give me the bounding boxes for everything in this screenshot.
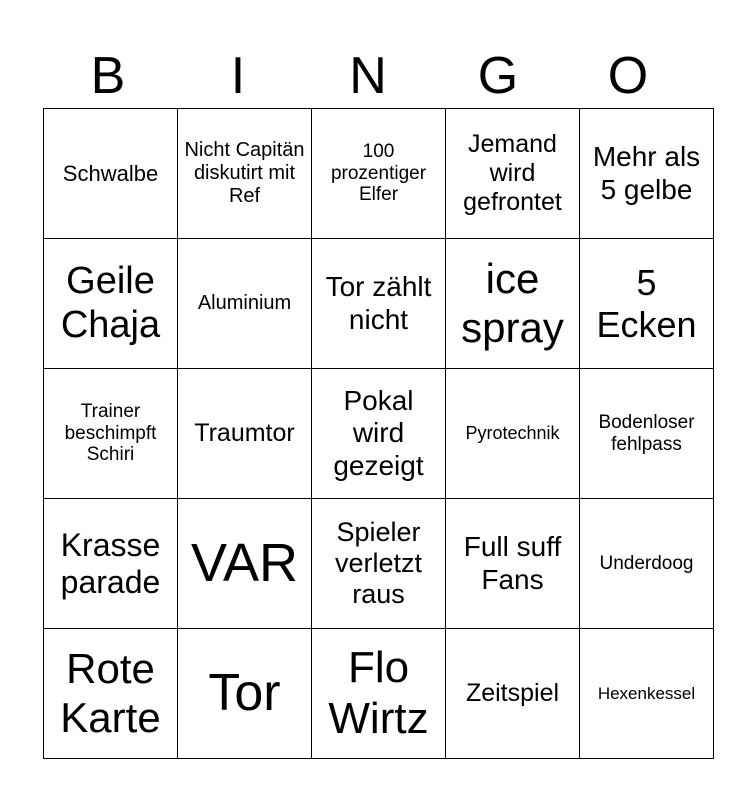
header-letter-i: I xyxy=(230,47,246,105)
bingo-grid xyxy=(43,108,714,759)
bingo-cell[interactable]: Krasse parade xyxy=(44,499,178,629)
bingo-cell[interactable]: Schwalbe xyxy=(44,109,178,239)
grid-row xyxy=(44,239,714,369)
bingo-cell[interactable]: Trainer beschimpft Schiri xyxy=(44,369,178,499)
bingo-cell[interactable]: Traumtor xyxy=(178,369,312,499)
bingo-cell[interactable]: Pyrotechnik xyxy=(446,369,580,499)
header-letter-g: G xyxy=(477,47,519,105)
bingo-cell[interactable]: Jemand wird gefrontet xyxy=(446,109,580,239)
bingo-cell[interactable]: VAR xyxy=(178,499,312,629)
grid-row xyxy=(44,499,714,629)
header-letter-o: O xyxy=(607,47,649,105)
bingo-cell[interactable]: Underdoog xyxy=(580,499,714,629)
bingo-cell[interactable]: Full suff Fans xyxy=(446,499,580,629)
bingo-cell[interactable]: Geile Chaja xyxy=(44,239,178,369)
bingo-cell[interactable]: Zeitspiel xyxy=(446,629,580,759)
bingo-cell[interactable]: Pokal wird gezeigt xyxy=(312,369,446,499)
bingo-cell[interactable]: Mehr als 5 gelbe xyxy=(580,109,714,239)
grid-row xyxy=(44,629,714,759)
bingo-cell[interactable]: Rote Karte xyxy=(44,629,178,759)
bingo-cell[interactable]: Aluminium xyxy=(178,239,312,369)
bingo-cell[interactable]: ice spray xyxy=(446,239,580,369)
bingo-cell[interactable]: Spieler verletzt raus xyxy=(312,499,446,629)
bingo-cell[interactable]: Bodenloser fehlpass xyxy=(580,369,714,499)
bingo-cell[interactable]: Flo Wirtz xyxy=(312,629,446,759)
bingo-cell[interactable]: Nicht Capitän diskutirt mit Ref xyxy=(178,109,312,239)
bingo-cell[interactable]: 100 prozentiger Elfer xyxy=(312,109,446,239)
grid-row xyxy=(44,109,714,239)
bingo-cell[interactable]: 5 Ecken xyxy=(580,239,714,369)
bingo-cell[interactable]: Hexenkessel xyxy=(580,629,714,759)
grid-row xyxy=(44,369,714,499)
bingo-cell[interactable]: Tor xyxy=(178,629,312,759)
bingo-cell[interactable]: Tor zählt nicht xyxy=(312,239,446,369)
header-letter-n: N xyxy=(349,47,387,105)
header-letter-b: B xyxy=(90,47,126,105)
bingo-header xyxy=(43,44,693,108)
